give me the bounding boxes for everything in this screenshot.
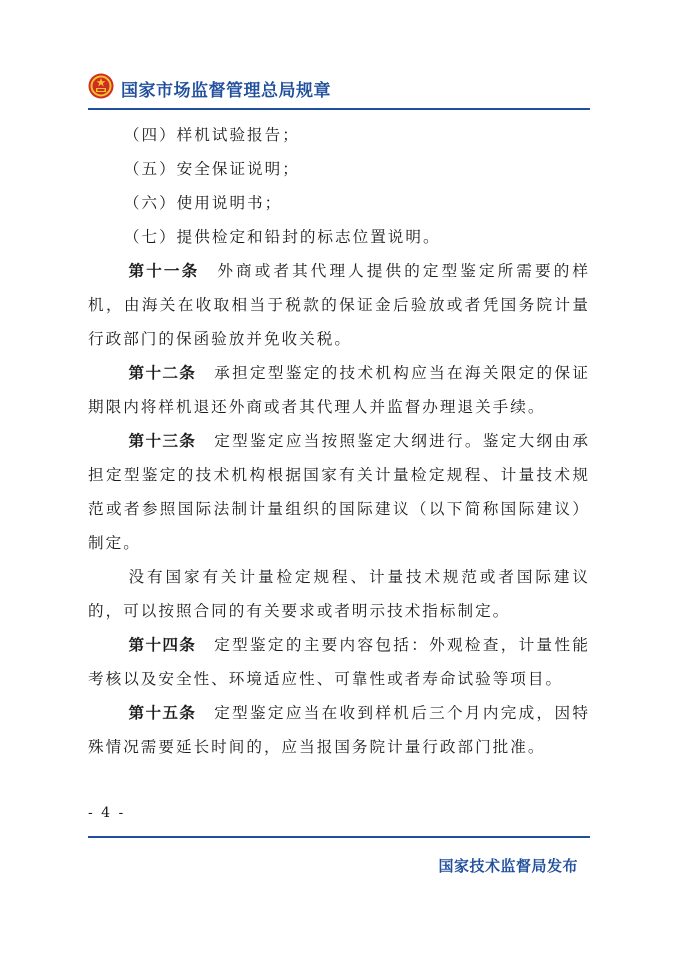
article-label: 第十二条 [128, 364, 197, 382]
header-title: 国家市场监督管理总局规章 [121, 81, 331, 101]
page-header [88, 70, 590, 110]
footer-divider [88, 836, 590, 838]
article-text: 外商或者其代理人提供的定型鉴定所需要的样机，由海关在收取相当于税款的保证金后验放或者凭国务院计量行政部门的保函验放并免收关税。 [88, 262, 590, 348]
article-text: 定型鉴定的主要内容包括：外观检查，计量性能考核以及安全性、环境适应性、可靠性或者寿命试验等项目。 [88, 636, 590, 688]
list-item: （七）提供检定和铅封的标志位置说明。 [123, 228, 441, 246]
article-label: 第十一条 [128, 262, 200, 280]
header-divider [88, 108, 590, 110]
article-12 [88, 356, 590, 424]
list-item: （六）使用说明书； [123, 194, 283, 212]
list-item: （四）样机试验报告； [123, 126, 300, 144]
paragraph: 没有国家有关计量检定规程、计量技术规范或者国际建议的，可以按照合同的有关要求或者明示技术指标制定。 [88, 568, 590, 620]
article-label: 第十五条 [128, 704, 197, 722]
article-11 [88, 254, 590, 356]
page-number: - 4 - [88, 805, 126, 821]
article-label: 第十四条 [128, 636, 197, 654]
article-14 [88, 628, 590, 696]
list-item: （五）安全保证说明； [123, 160, 300, 178]
article-text: 定型鉴定应当在收到样机后三个月内完成，因特殊情况需要延长时间的，应当报国务院计量行政部门批准。 [88, 704, 590, 756]
article-15 [88, 696, 590, 764]
footer-publisher: 国家技术监督局发布 [438, 857, 578, 875]
document-body [88, 118, 590, 764]
article-label: 第十三条 [128, 432, 197, 450]
article-text: 承担定型鉴定的技术机构应当在海关限定的保证期限内将样机退还外商或者其代理人并监督办理退关手续。 [88, 364, 590, 416]
article-13 [88, 424, 590, 560]
national-emblem-icon [88, 73, 114, 99]
article-text: 定型鉴定应当按照鉴定大纲进行。鉴定大纲由承担定型鉴定的技术机构根据国家有关计量检定规程、计量技术规范或者参照国际法制计量组织的国际建议（以下简称国际建议）制定。 [88, 432, 590, 552]
